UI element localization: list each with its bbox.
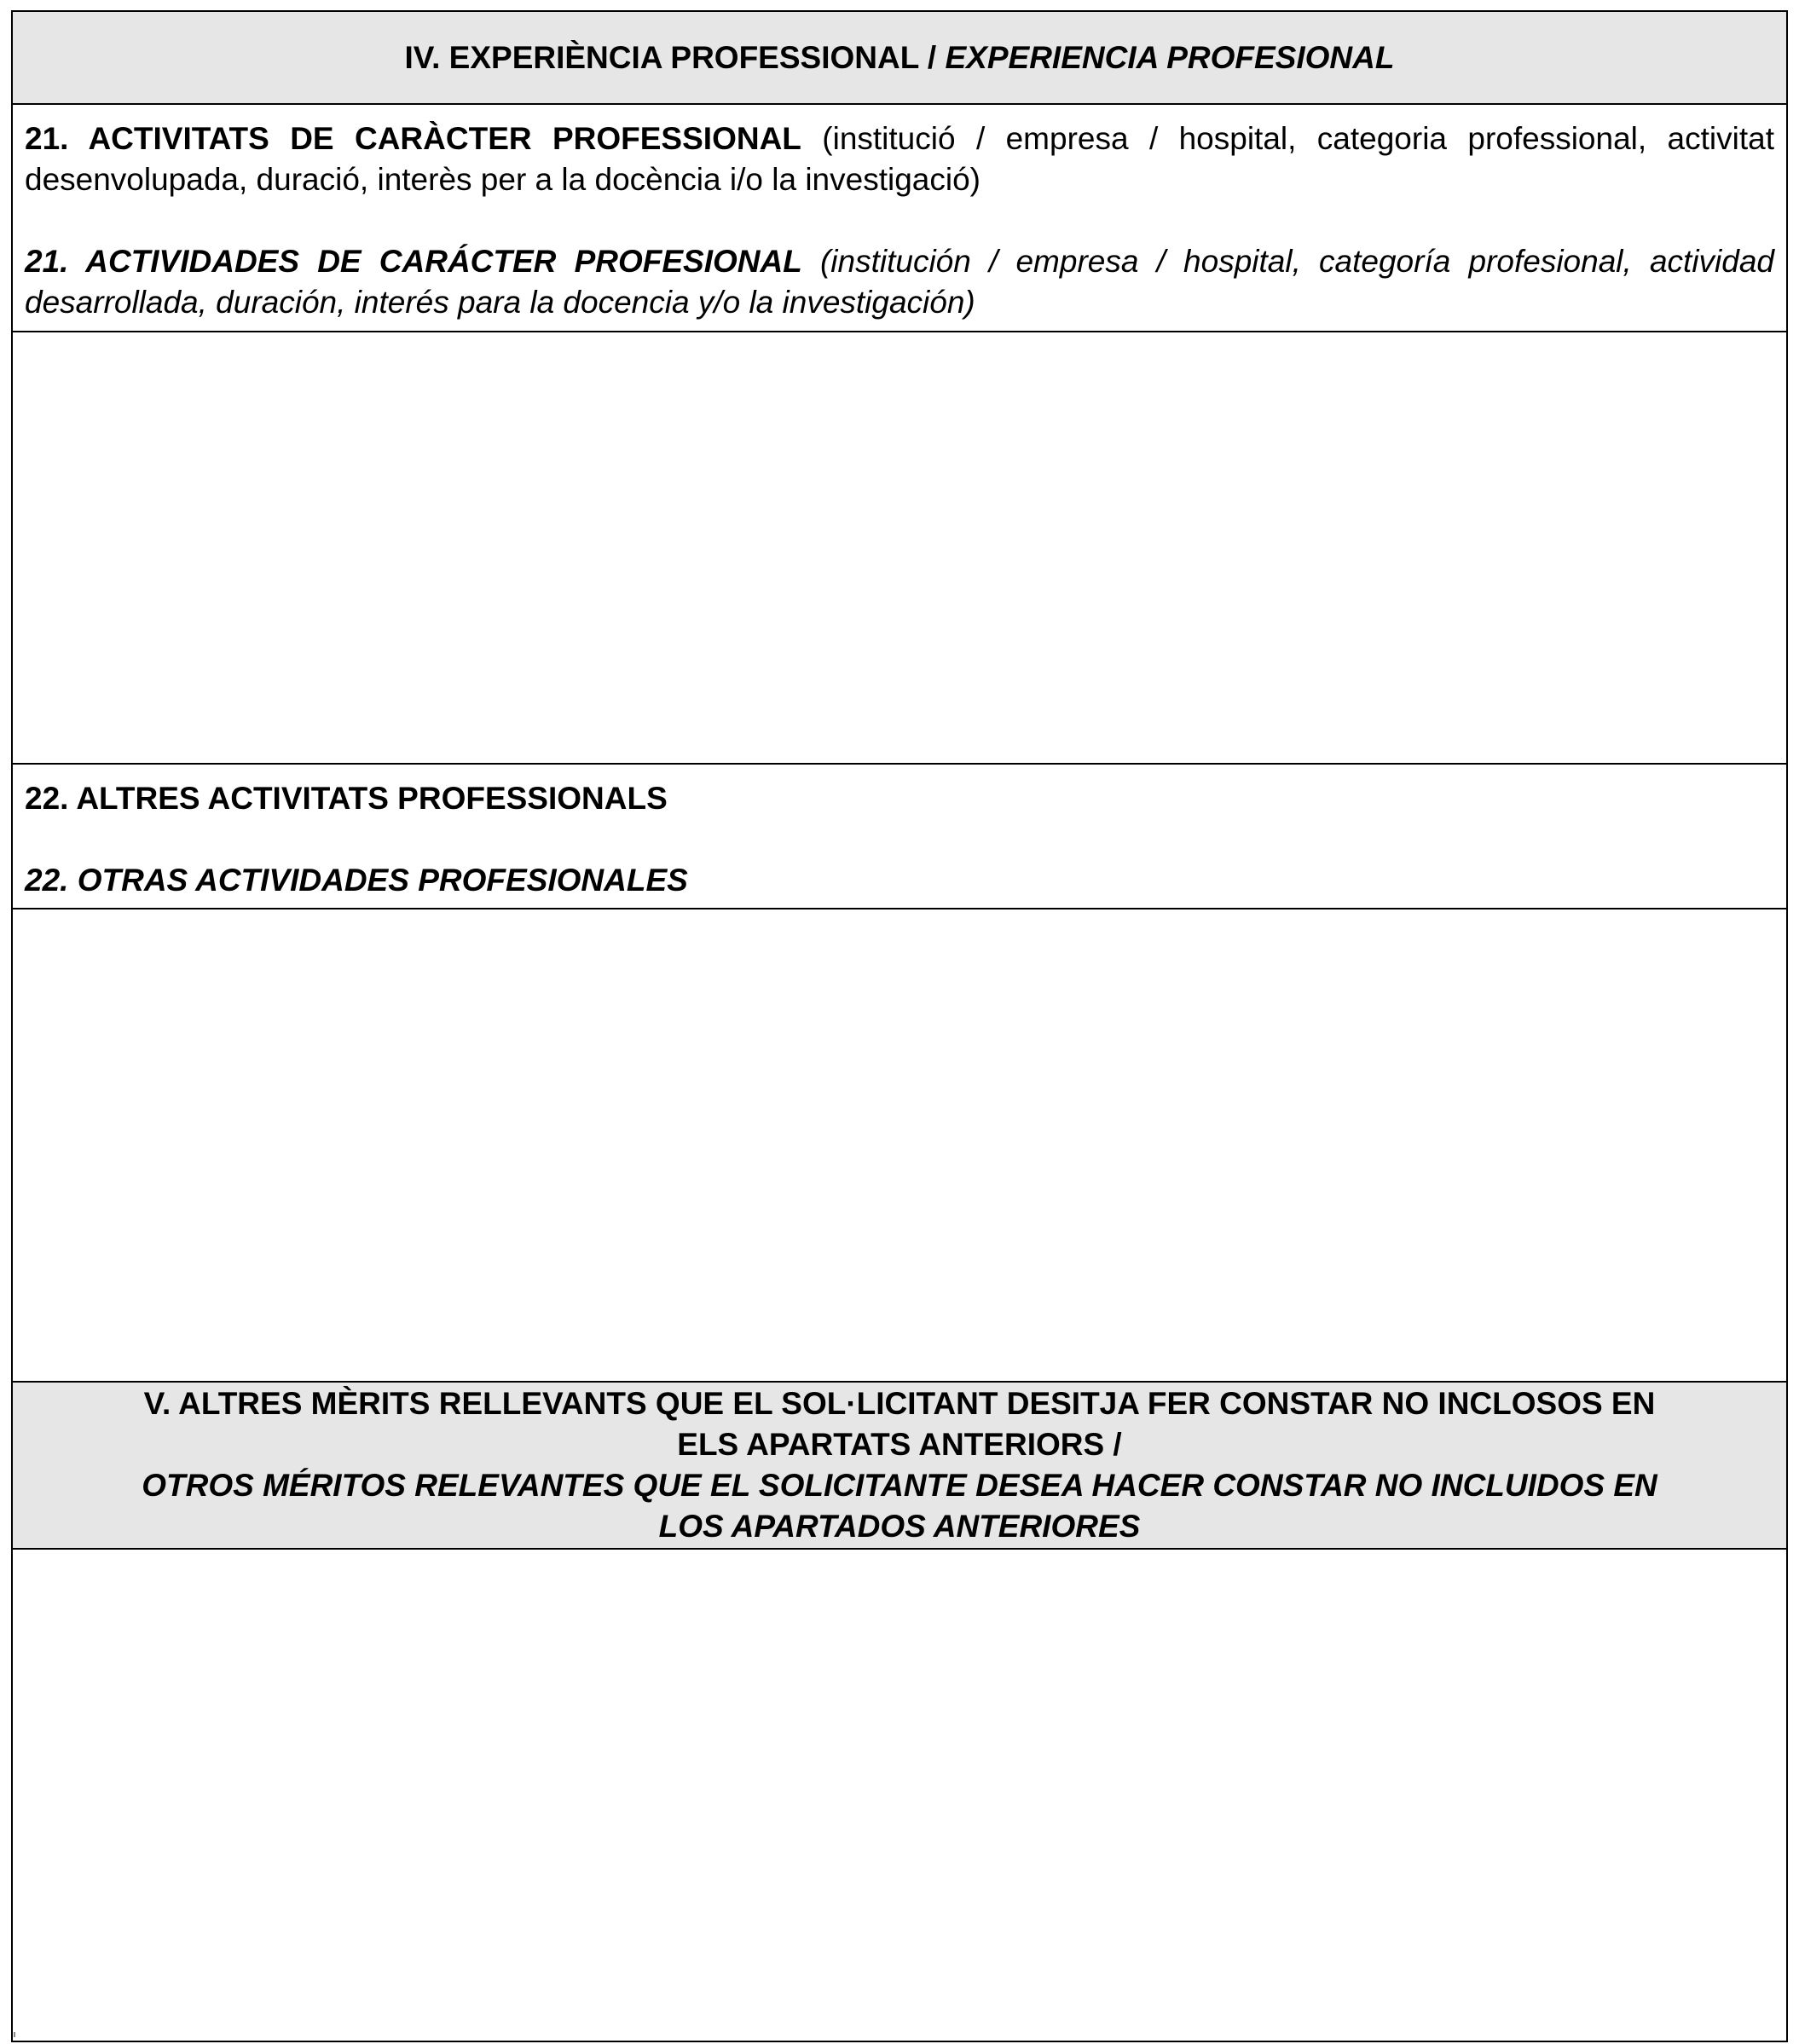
section-v-line2: ELS APARTATS ANTERIORS / <box>677 1427 1122 1462</box>
section-iv-header <box>13 12 1786 105</box>
item-21-description-ca: (institució / empresa / hospital, categoria professional, activitat desenvolupada, duració, interès per a la docència i/o la investigació) <box>25 121 1774 197</box>
section-v-line4: LOS APARTADOS ANTERIORES <box>658 1509 1141 1544</box>
section-v-line3: OTROS MÉRITOS RELEVANTES QUE EL SOLICITANTE DESEA HACER CONSTAR NO INCLUIDOS EN <box>142 1468 1657 1503</box>
item-21-heading-es: 21. ACTIVIDADES DE CARÁCTER PROFESIONAL <box>25 244 802 279</box>
item-22-heading-es: 22. OTRAS ACTIVIDADES PROFESIONALES <box>25 863 688 898</box>
item-22-heading-ca: 22. ALTRES ACTIVITATS PROFESSIONALS <box>25 781 668 816</box>
section-iv-title-ca: IV. EXPERIÈNCIA PROFESSIONAL / <box>404 39 946 75</box>
section-v-header <box>13 1383 1786 1550</box>
item-21-description-es: (institución / empresa / hospital, categoría profesional, actividad desarrollada, duración, interés para la docencia y/o la investigación) <box>25 244 1774 320</box>
cv-form-table <box>11 10 1788 2042</box>
page-edge-mark <box>14 2032 15 2037</box>
section-iv-title <box>47 38 1752 78</box>
item-22-answer-field[interactable] <box>13 909 1786 1383</box>
item-21-text-ca <box>25 118 1774 200</box>
item-22-label <box>13 765 1786 909</box>
item-21-heading-ca: 21. ACTIVITATS DE CARÀCTER PROFESSIONAL <box>25 121 801 156</box>
item-21-label <box>13 105 1786 332</box>
section-v-answer-field[interactable] <box>13 1550 1786 2041</box>
item-21-answer-field[interactable] <box>13 332 1786 765</box>
section-iv-title-es: EXPERIENCIA PROFESIONAL <box>945 39 1395 75</box>
item-21-text-es <box>25 241 1774 323</box>
section-v-line1: V. ALTRES MÈRITS RELLEVANTS QUE EL SOL·LICITANT DESITJA FER CONSTAR NO INCLOSOS EN <box>143 1386 1656 1421</box>
